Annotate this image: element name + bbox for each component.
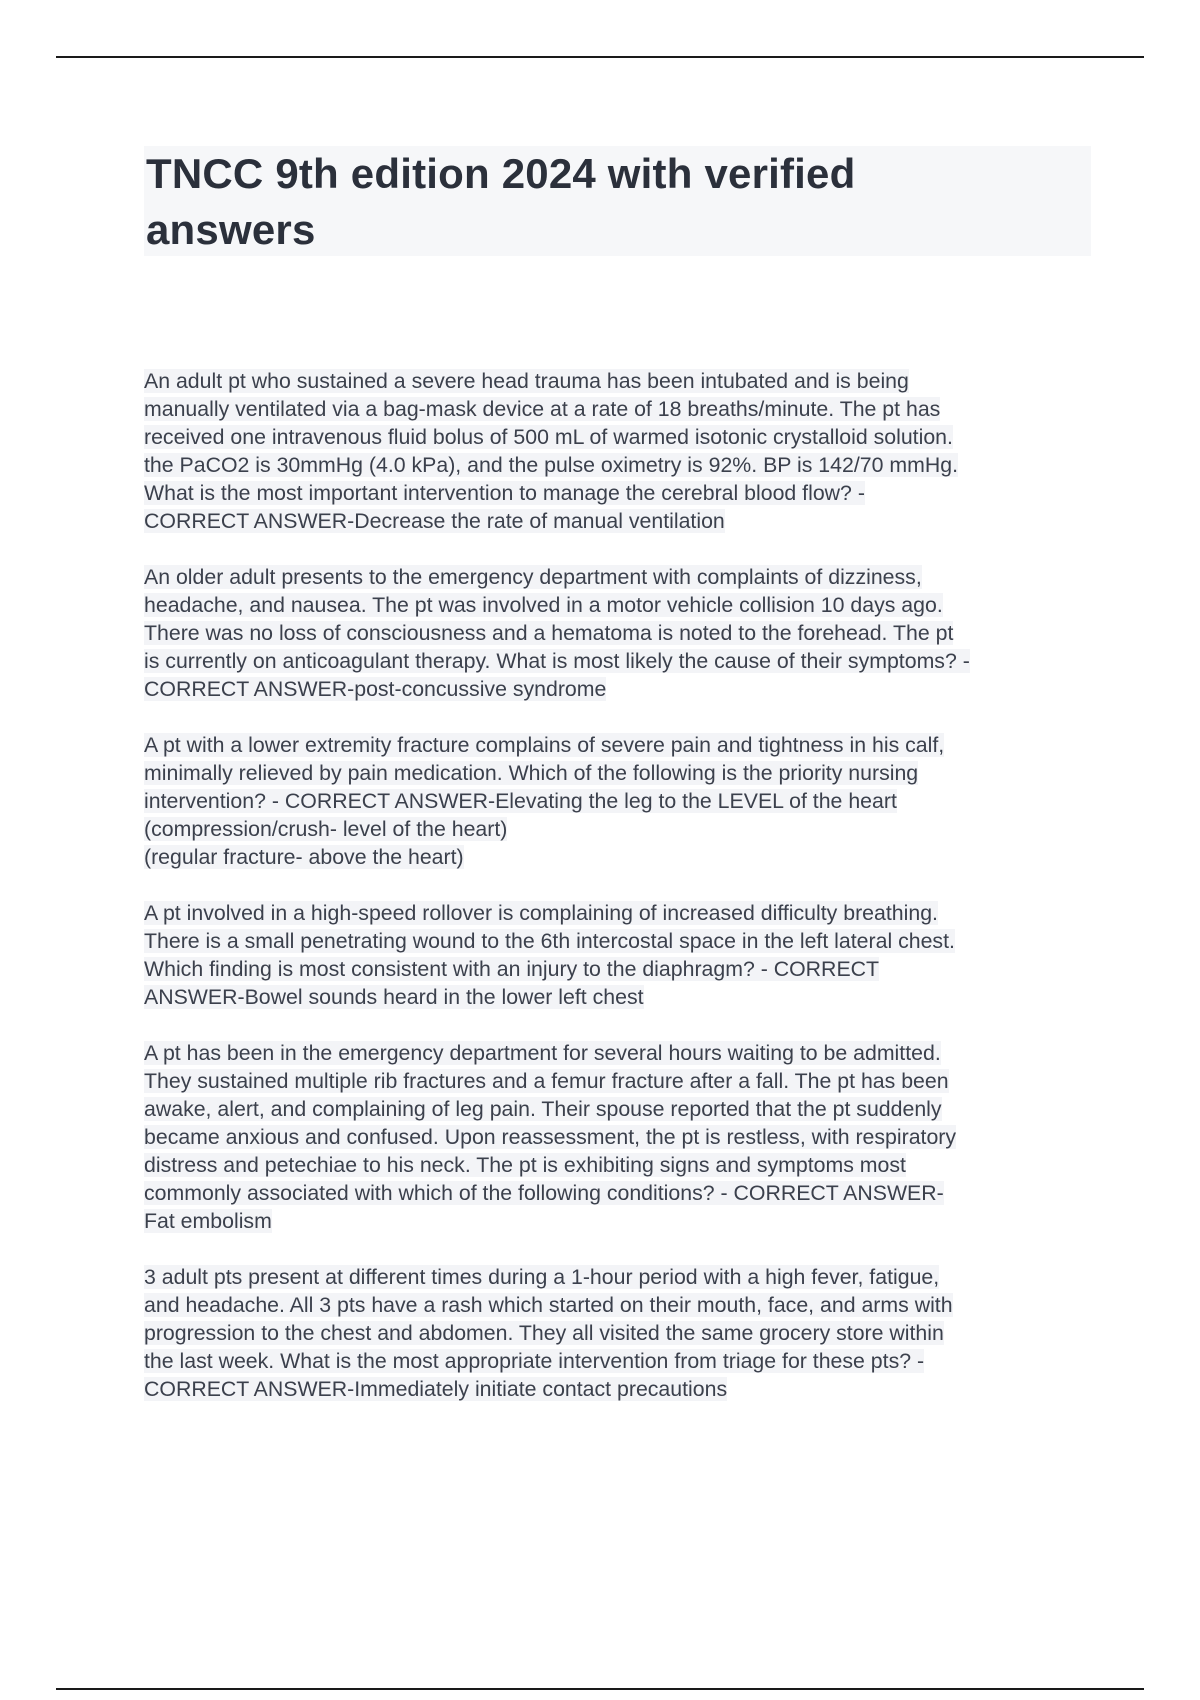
title-line: TNCC 9th edition 2024 with verified	[146, 150, 856, 197]
top-divider	[56, 56, 1144, 58]
qa-line: An older adult presents to the emergency department with complaints of dizziness,	[144, 565, 922, 589]
qa-line: There was no loss of consciousness and a hematoma is noted to the forehead. The pt	[144, 621, 954, 645]
qa-list	[144, 367, 1094, 1431]
qa-line: What is the most important intervention to manage the cerebral blood flow? -	[144, 481, 865, 505]
qa-answer-line: ANSWER-Bowel sounds heard in the lower left chest	[144, 985, 644, 1009]
qa-line: headache, and nausea. The pt was involved in a motor vehicle collision 10 days ago.	[144, 593, 943, 617]
qa-line: the last week. What is the most appropriate intervention from triage for these pts? -	[144, 1349, 925, 1373]
qa-line: A pt has been in the emergency department for several hours waiting to be admitted.	[144, 1041, 941, 1065]
title-line: answers	[146, 206, 316, 253]
qa-answer-line: Fat embolism	[144, 1209, 272, 1233]
qa-line: manually ventilated via a bag-mask device at a rate of 18 breaths/minute. The pt has	[144, 397, 941, 421]
qa-item	[144, 1263, 1094, 1403]
qa-line: received one intravenous fluid bolus of 500 mL of warmed isotonic crystalloid solution.	[144, 425, 953, 449]
qa-line: the PaCO2 is 30mmHg (4.0 kPa), and the pulse oximetry is 92%. BP is 142/70 mmHg.	[144, 453, 958, 477]
qa-answer-line: CORRECT ANSWER-post-concussive syndrome	[144, 677, 607, 701]
qa-item	[144, 899, 1094, 1011]
qa-line: awake, alert, and complaining of leg pain. Their spouse reported that the pt suddenly	[144, 1097, 942, 1121]
qa-line: They sustained multiple rib fractures and a femur fracture after a fall. The pt has been	[144, 1069, 949, 1093]
qa-line: (regular fracture- above the heart)	[144, 845, 464, 869]
qa-line: A pt with a lower extremity fracture complains of severe pain and tightness in his calf,	[144, 733, 945, 757]
qa-line: distress and petechiae to his neck. The pt is exhibiting signs and symptoms most	[144, 1153, 906, 1177]
qa-line: An adult pt who sustained a severe head trauma has been intubated and is being	[144, 369, 909, 393]
qa-line: and headache. All 3 pts have a rash which started on their mouth, face, and arms with	[144, 1293, 953, 1317]
qa-line: There is a small penetrating wound to the 6th intercostal space in the left lateral chest.	[144, 929, 955, 953]
qa-line: A pt involved in a high-speed rollover is complaining of increased difficulty breathing.	[144, 901, 938, 925]
bottom-divider	[56, 1688, 1144, 1690]
qa-item	[144, 367, 1094, 535]
qa-line: Which finding is most consistent with an injury to the diaphragm? - CORRECT	[144, 957, 880, 981]
qa-answer-line: CORRECT ANSWER-Decrease the rate of manual ventilation	[144, 509, 725, 533]
qa-line: (compression/crush- level of the heart)	[144, 817, 508, 841]
qa-item	[144, 563, 1094, 703]
qa-line: progression to the chest and abdomen. They all visited the same grocery store within	[144, 1321, 944, 1345]
document-title	[144, 146, 1091, 258]
qa-line: became anxious and confused. Upon reassessment, the pt is restless, with respiratory	[144, 1125, 957, 1149]
qa-answer-line: intervention? - CORRECT ANSWER-Elevating the leg to the LEVEL of the heart	[144, 789, 897, 813]
qa-item	[144, 1039, 1094, 1235]
qa-line: is currently on anticoagulant therapy. What is most likely the cause of their symptoms? -	[144, 649, 970, 673]
qa-line: 3 adult pts present at different times during a 1-hour period with a high fever, fatigue,	[144, 1265, 940, 1289]
qa-item	[144, 731, 1094, 871]
qa-answer-line: CORRECT ANSWER-Immediately initiate contact precautions	[144, 1377, 728, 1401]
title-block	[144, 146, 1091, 256]
qa-line: minimally relieved by pain medication. Which of the following is the priority nursing	[144, 761, 919, 785]
qa-line: commonly associated with which of the following conditions? - CORRECT ANSWER-	[144, 1181, 944, 1205]
